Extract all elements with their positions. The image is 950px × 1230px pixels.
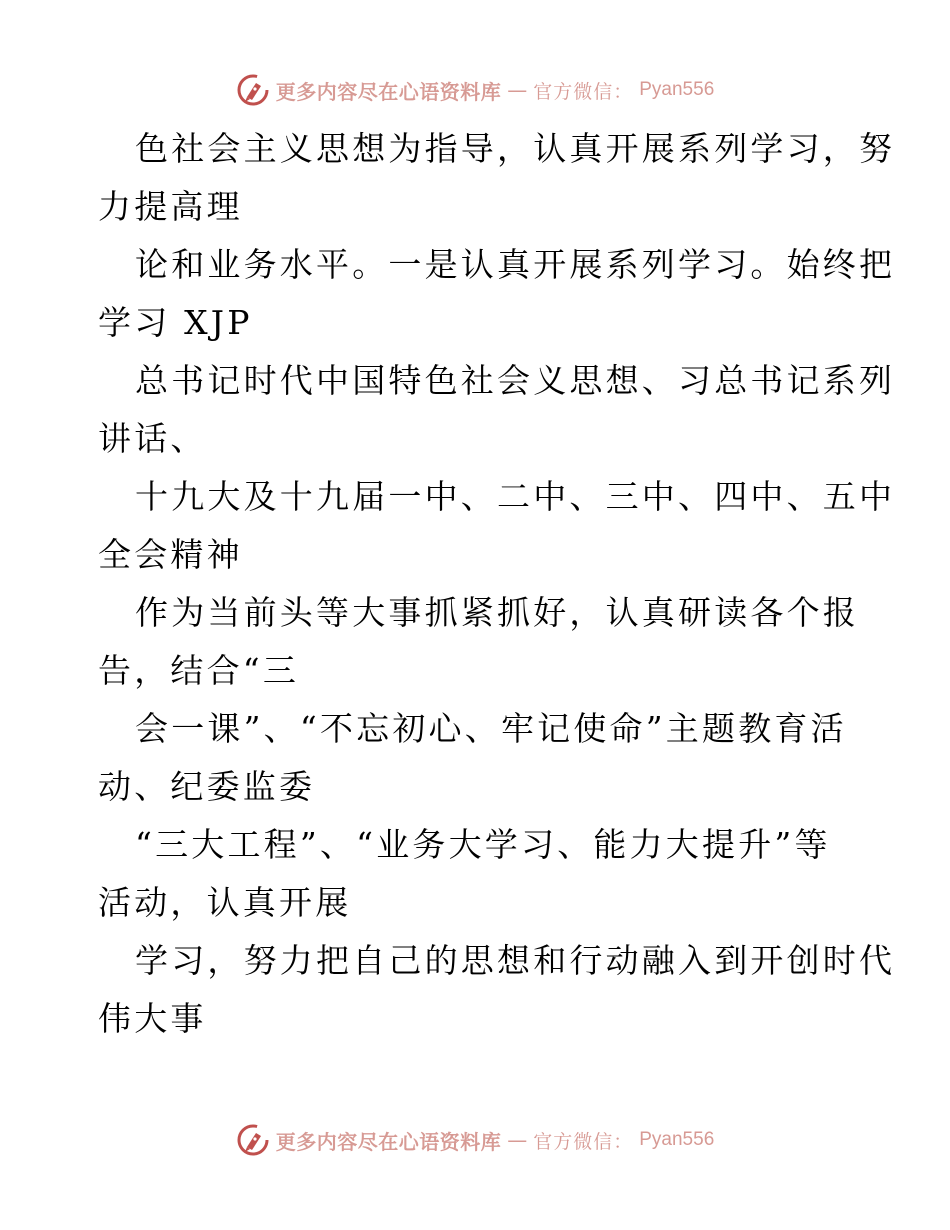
text-line-11: 会一课”、“不忘初心、牢记使命”主题教育活: [135, 709, 847, 748]
text-line-9: 作为当前头等大事抓紧抓好，认真研读各个报: [135, 593, 859, 632]
text-line-14: 活动，认真开展: [98, 883, 352, 922]
pen-nib-logo-icon: [236, 1123, 270, 1157]
watermark-official-label: 官方微信：: [533, 1130, 634, 1153]
watermark-wechat-id: Pyan556: [639, 1129, 715, 1150]
watermark-site-name: 更多内容尽在心语资料库: [275, 1129, 502, 1154]
text-line-12: 动、纪委监委: [98, 767, 316, 806]
text-line-1: 色社会主义思想为指导，认真开展系列学习，努: [135, 129, 896, 168]
text-line-8: 全会精神: [98, 535, 243, 574]
text-line-10: 告，结合“三: [98, 651, 300, 690]
text-line-7: 十九大及十九届一中、二中、三中、四中、五中: [135, 477, 896, 516]
text-line-13: “三大工程”、“业务大学习、能力大提升”等: [135, 825, 831, 864]
watermark-official-label: 官方微信：: [533, 80, 634, 103]
watermark-wechat-id: Pyan556: [639, 79, 715, 100]
header-watermark: [0, 72, 950, 108]
text-line-6: 讲话、: [98, 419, 207, 458]
footer-watermark: [0, 1122, 950, 1158]
pen-nib-logo-icon: [236, 73, 270, 107]
text-line-4: 学习 XJP: [98, 303, 253, 342]
watermark-dash: —: [507, 78, 528, 102]
text-line-5: 总书记时代中国特色社会义思想、习总书记系列: [135, 361, 896, 400]
text-line-16: 伟大事: [98, 999, 207, 1038]
text-line-15: 学习，努力把自己的思想和行动融入到开创时代: [135, 941, 896, 980]
watermark-site-name: 更多内容尽在心语资料库: [275, 79, 502, 104]
text-line-2: 力提高理: [98, 187, 243, 226]
document-body: [98, 120, 896, 1048]
watermark-dash: —: [507, 1128, 528, 1152]
text-line-3: 论和业务水平。一是认真开展系列学习。始终把: [135, 245, 896, 284]
